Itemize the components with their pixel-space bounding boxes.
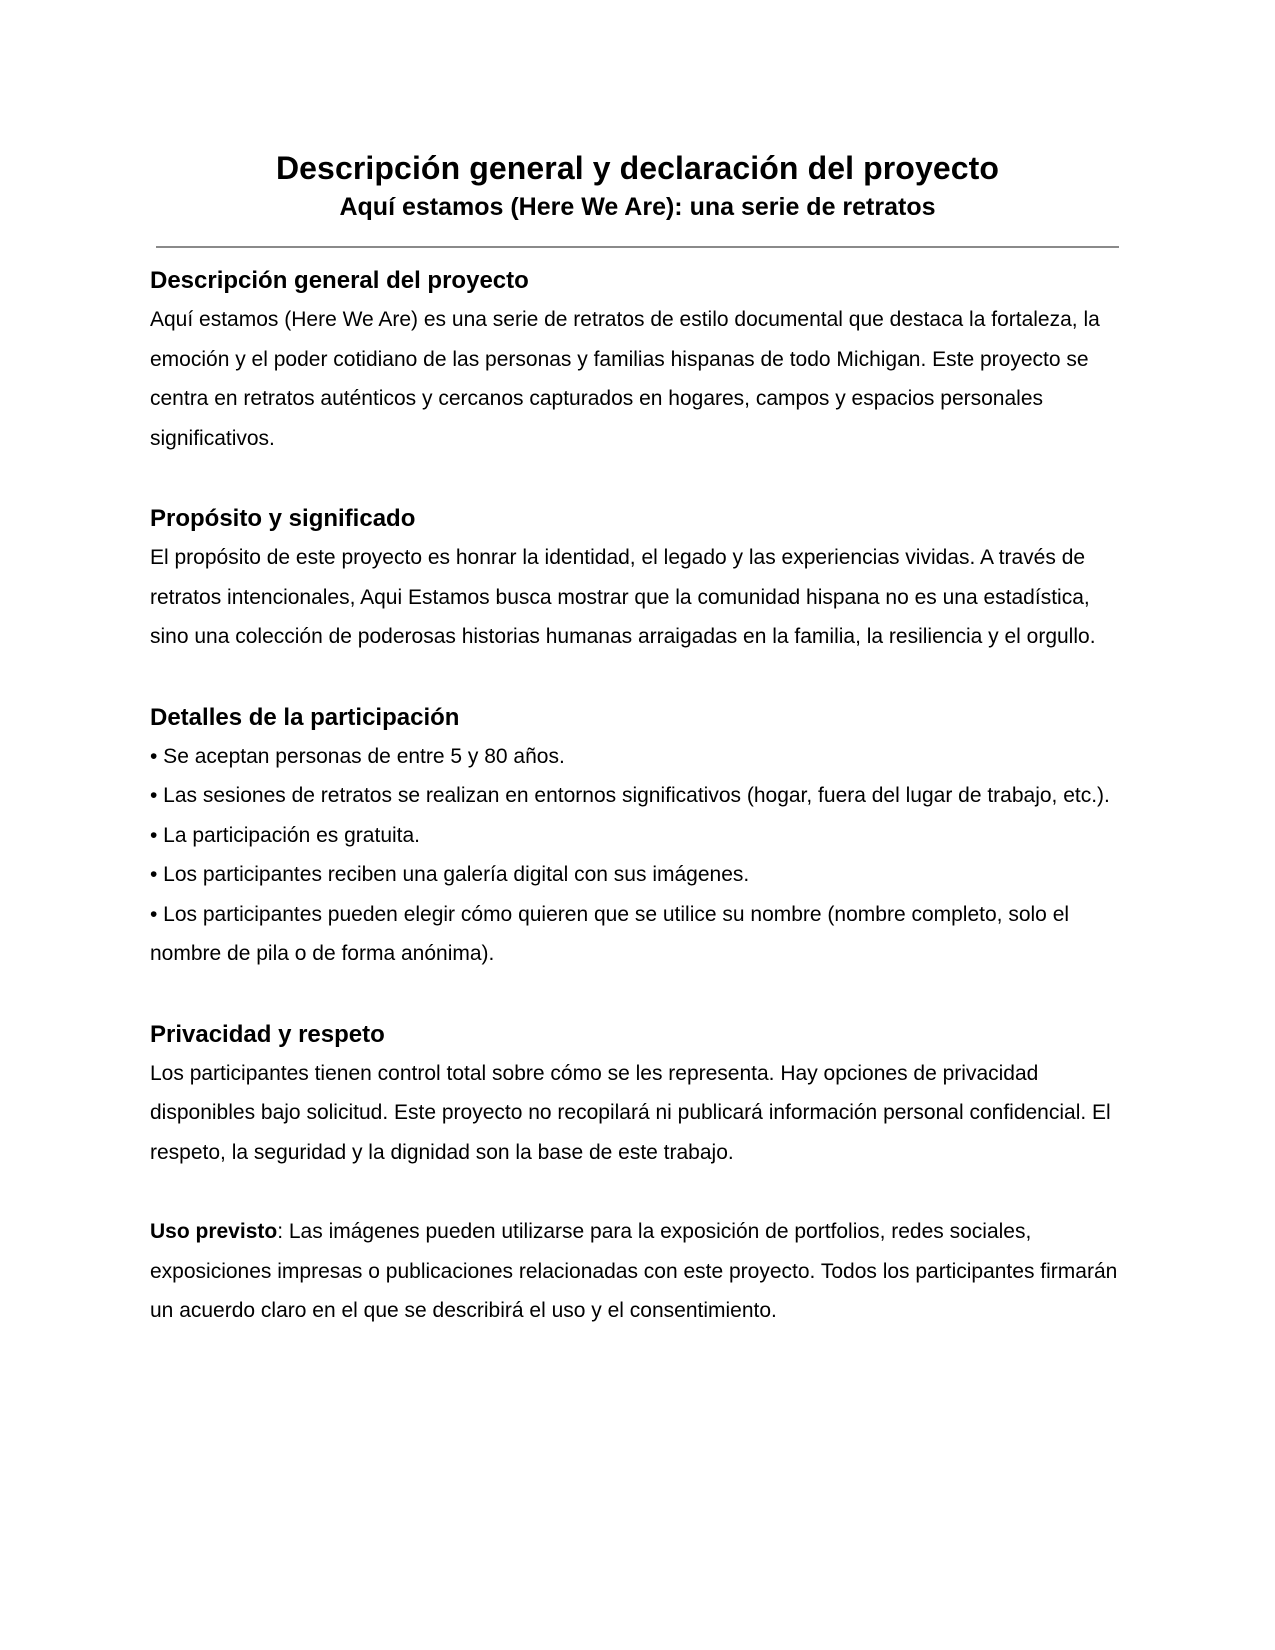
document-title: Descripción general y declaración del proyecto <box>275 150 1000 186</box>
intended-use-text: : Las imágenes pueden utilizarse para la exposición de portfolios, redes sociales, exposiciones impresas o publicaciones relacionadas con este proyecto. Todos los participantes firmarán un acuerdo claro en el que se describirá el uso y el consentimiento. <box>150 1220 1118 1322</box>
list-item: • Se aceptan personas de entre 5 y 80 años. <box>150 744 565 768</box>
section-body: Los participantes tienen control total sobre cómo se les representa. Hay opciones de privacidad disponibles bajo solicitud. Este proyecto no recopilará ni publicará información personal confidencial. El respeto, la seguridad y la dignidad son la base de este trabajo. <box>150 1061 1111 1164</box>
section-participation <box>150 699 1125 974</box>
list-item: • La participación es gratuita. <box>150 823 421 847</box>
section-privacy <box>150 1016 1125 1173</box>
section-heading: Propósito y significado <box>150 505 416 532</box>
list-item: • Los participantes pueden elegir cómo quieren que se utilice su nombre (nombre completo, solo el nombre de pila o de forma anónima). <box>150 902 1070 965</box>
section-heading: Privacidad y respeto <box>150 1020 385 1048</box>
intended-use-paragraph <box>150 1212 1125 1331</box>
section-purpose <box>150 500 1125 657</box>
section-body: Aquí estamos (Here We Are) es una serie de retratos de estilo documental que destaca la fortaleza, la emoción y el poder cotidiano de las personas y familias hispanas de todo Michigan. Este proyecto se centra en retratos auténticos y cercanos capturados en hogares, campos y espacios personales significativos. <box>150 308 1100 450</box>
intended-use-label: Uso previsto <box>150 1220 278 1243</box>
section-overview <box>150 262 1125 458</box>
section-body: El propósito de este proyecto es honrar la identidad, el legado y las experiencias vividas. A través de retratos intencionales, Aqui Estamos busca mostrar que la comunidad hispana no es una estadística, sino una colección de poderosas historias humanas arraigadas en la familia, la resiliencia y el orgullo. <box>150 546 1096 648</box>
list-item: • Los participantes reciben una galería digital con sus imágenes. <box>150 863 750 886</box>
list-item: • Las sesiones de retratos se realizan en entornos significativos (hogar, fuera del lugar de trabajo, etc.). <box>150 784 1110 807</box>
document-subtitle: Aquí estamos (Here We Are): una serie de retratos <box>339 193 936 221</box>
participation-list <box>150 737 1125 974</box>
section-heading: Detalles de la participación <box>150 703 460 731</box>
section-heading: Descripción general del proyecto <box>150 267 529 294</box>
title-divider <box>156 246 1119 248</box>
